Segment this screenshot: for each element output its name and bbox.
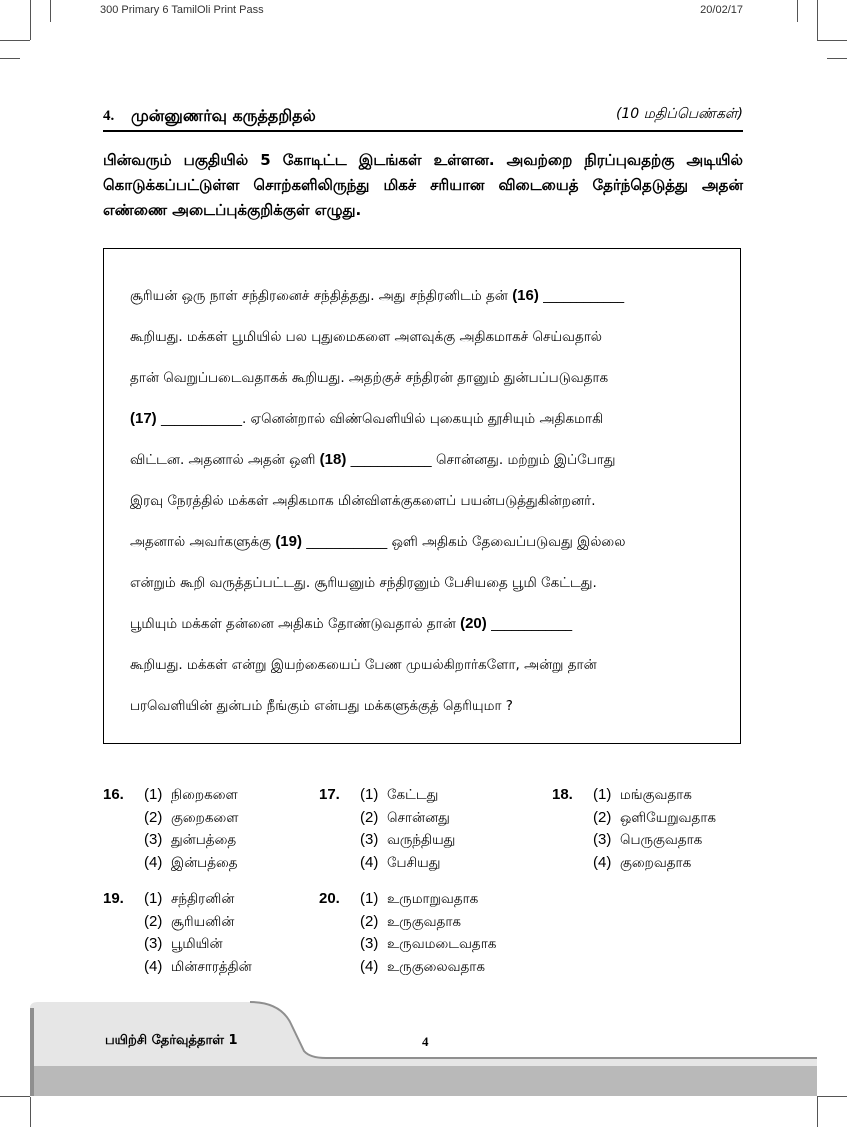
passage-text: சூரியன் ஒரு நாள் சந்திரனைச் சந்தித்தது. அது சந்திரனிடம் தன் [130,288,513,304]
option-text: ஒளியேறுவதாக [619,809,717,826]
option-item [144,829,236,851]
passage-line [130,480,718,521]
blank-number: (18) [319,451,347,468]
crop-mark [817,1097,818,1127]
crop-mark [817,40,847,41]
question-17 [319,786,519,878]
option-number: (1) [593,786,612,803]
option-number: (4) [360,957,379,975]
option-number: (1) [144,890,163,907]
crop-mark [50,0,51,22]
passage-line [130,685,718,726]
option-item [593,829,702,851]
passage-line [130,521,718,562]
print-job-name: 300 Primary 6 TamilOli Print Pass [100,4,264,16]
option-text: சந்திரனின் [170,891,235,907]
crop-mark [30,1097,31,1127]
option-number: (4) [360,853,379,871]
option-number: (3) [360,935,379,952]
option-item [360,956,485,978]
option-text: உருகுவதாக [386,913,462,930]
question-number: 20. [319,890,340,907]
blank-number: (20) [460,615,487,632]
passage-text: பூமியும் மக்கள் தன்னை அதிகம் தோண்டுவதால் தான் [130,616,461,632]
passage-line [130,398,718,439]
passage-text: அதனால் அவர்களுக்கு [130,534,276,550]
option-item [360,852,440,874]
option-number: (1) [360,890,379,907]
question-16 [103,786,303,878]
passage-line [130,644,718,685]
option-item [360,807,450,829]
option-item [593,807,716,829]
question-18 [552,786,752,878]
option-number: (3) [593,831,612,848]
option-text: உருமாறுவதாக [386,891,479,907]
question-20 [319,890,519,982]
passage-text: கூறியது. மக்கள் பூமியில் பல புதுமைகளை அளவுக்கு அதிகமாகச் செய்வதால் [130,329,602,345]
option-text: சூரியனின் [170,913,235,930]
crop-mark [797,0,798,22]
passage-line [130,562,718,603]
option-number: (1) [144,786,163,803]
option-number: (4) [593,853,612,871]
crop-mark [0,40,30,41]
crop-mark [0,1096,30,1097]
passage-text: ____________ சொன்னது. மற்றும் இப்போது [346,452,616,468]
option-item [144,888,234,910]
question-19 [103,890,303,982]
option-item [144,807,238,829]
section-header [103,104,743,132]
passage-line [130,316,718,357]
passage-text: விட்டன. அதனால் அதன் ஒளி [130,452,320,468]
passage-line [130,275,718,316]
option-item [144,956,252,978]
footer-title: பயிற்சி தேர்வுத்தாள் 1 [105,1033,238,1048]
option-number: (2) [144,808,163,826]
passage-text: ____________ [486,616,573,632]
option-number: (4) [144,853,163,871]
passage-line [130,357,718,398]
option-text: சொன்னது [386,809,450,826]
passage-text: என்றும் கூறி வருத்தப்பட்டது. சூரியனும் சந்திரனும் பேசியதை பூமி கேட்டது. [130,575,597,591]
option-number: (2) [144,912,163,930]
option-number: (4) [144,957,163,975]
passage-text: தான் வெறுப்படைவதாகக் கூறியது. அதற்குச் சந்திரன் தானும் துன்பப்படுவதாக [130,370,609,386]
option-text: உருகுலைவதாக [386,958,485,975]
crop-mark [817,1096,847,1097]
instructions: பின்வரும் பகுதியில் 5 கோடிட்ட இடங்கள் உள்ளன. அவற்றை நிரப்புவதற்கு அடியில் கொடுக்கப்பட்டுள்ள சொற்களிலிருந்து மிகச் சரியான விடையைத் தேர்ந்தெடுத்து அதன் எண்ணை அடைப்புக்குறிக்குள் எழுது. [103,151,743,219]
option-item [360,888,478,910]
option-item [144,933,223,955]
option-text: குறைகளை [170,809,239,826]
crop-mark [817,0,818,40]
crop-mark [30,0,31,40]
passage-text: கூறியது. மக்கள் என்று இயற்கையைப் பேண முயல்கிறார்களோ, அன்று தான் [130,657,597,673]
passage-line [130,603,718,644]
page-footer [30,996,817,1096]
section-number: 4. [103,108,115,124]
title-underline [103,130,743,132]
option-number: (2) [360,808,379,826]
option-text: மின்சாரத்தின் [170,958,252,975]
passage-text: ____________. ஏனென்றால் விண்வெளியில் புகையும் தூசியும் அதிகமாகி [156,411,604,427]
section-marks: (10 மதிப்பெண்கள்) [615,106,743,122]
option-item [144,911,234,933]
blank-number: (17) [130,410,157,427]
option-item [360,911,461,933]
option-text: நிறைகளை [170,787,238,803]
section-title: முன்னுணர்வு கருத்தறிதல் [131,106,316,125]
passage-text: ____________ [538,288,625,304]
option-item [593,852,691,874]
blank-number: (19) [275,533,302,550]
option-text: பேசியது [386,854,441,871]
question-number: 19. [103,890,124,907]
option-number: (3) [144,935,163,952]
option-number: (2) [360,912,379,930]
option-text: துன்பத்தை [170,832,237,848]
passage-text: பரவெளியின் துன்பம் நீங்கும் என்பது மக்களுக்குத் தெரியுமா ? [130,698,513,714]
passage-box [103,248,741,744]
passage-text: ____________ ஒளி அதிகம் தேவைப்படுவது இல்லை [302,534,626,550]
question-number: 17. [319,786,340,803]
question-number: 18. [552,786,573,803]
print-header [0,2,847,20]
option-number: (1) [360,786,379,803]
option-item [593,784,692,806]
option-text: இன்பத்தை [170,854,238,871]
option-text: வருந்தியது [386,832,456,848]
question-number: 16. [103,786,124,803]
passage-line [130,439,718,480]
option-number: (2) [593,808,612,826]
option-item [360,784,438,806]
option-item [360,829,455,851]
print-date: 20/02/17 [700,4,743,16]
page-number: 4 [422,1034,429,1049]
option-text: கேட்டது [386,787,439,803]
option-number: (3) [360,831,379,848]
option-text: பெருகுவதாக [619,832,703,848]
option-item [144,784,238,806]
option-text: மங்குவதாக [619,787,692,803]
option-text: பூமியின் [170,936,223,952]
option-item [144,852,238,874]
blank-number: (16) [512,287,539,304]
option-number: (3) [144,831,163,848]
passage-text: இரவு நேரத்தில் மக்கள் அதிகமாக மின்விளக்குகளைப் பயன்படுத்துகின்றனர். [130,493,596,509]
option-text: உருவமடைவதாக [386,936,497,952]
crop-mark [827,58,847,59]
option-text: குறைவதாக [619,854,692,871]
passage [130,275,718,726]
crop-mark [0,58,20,59]
option-item [360,933,496,955]
